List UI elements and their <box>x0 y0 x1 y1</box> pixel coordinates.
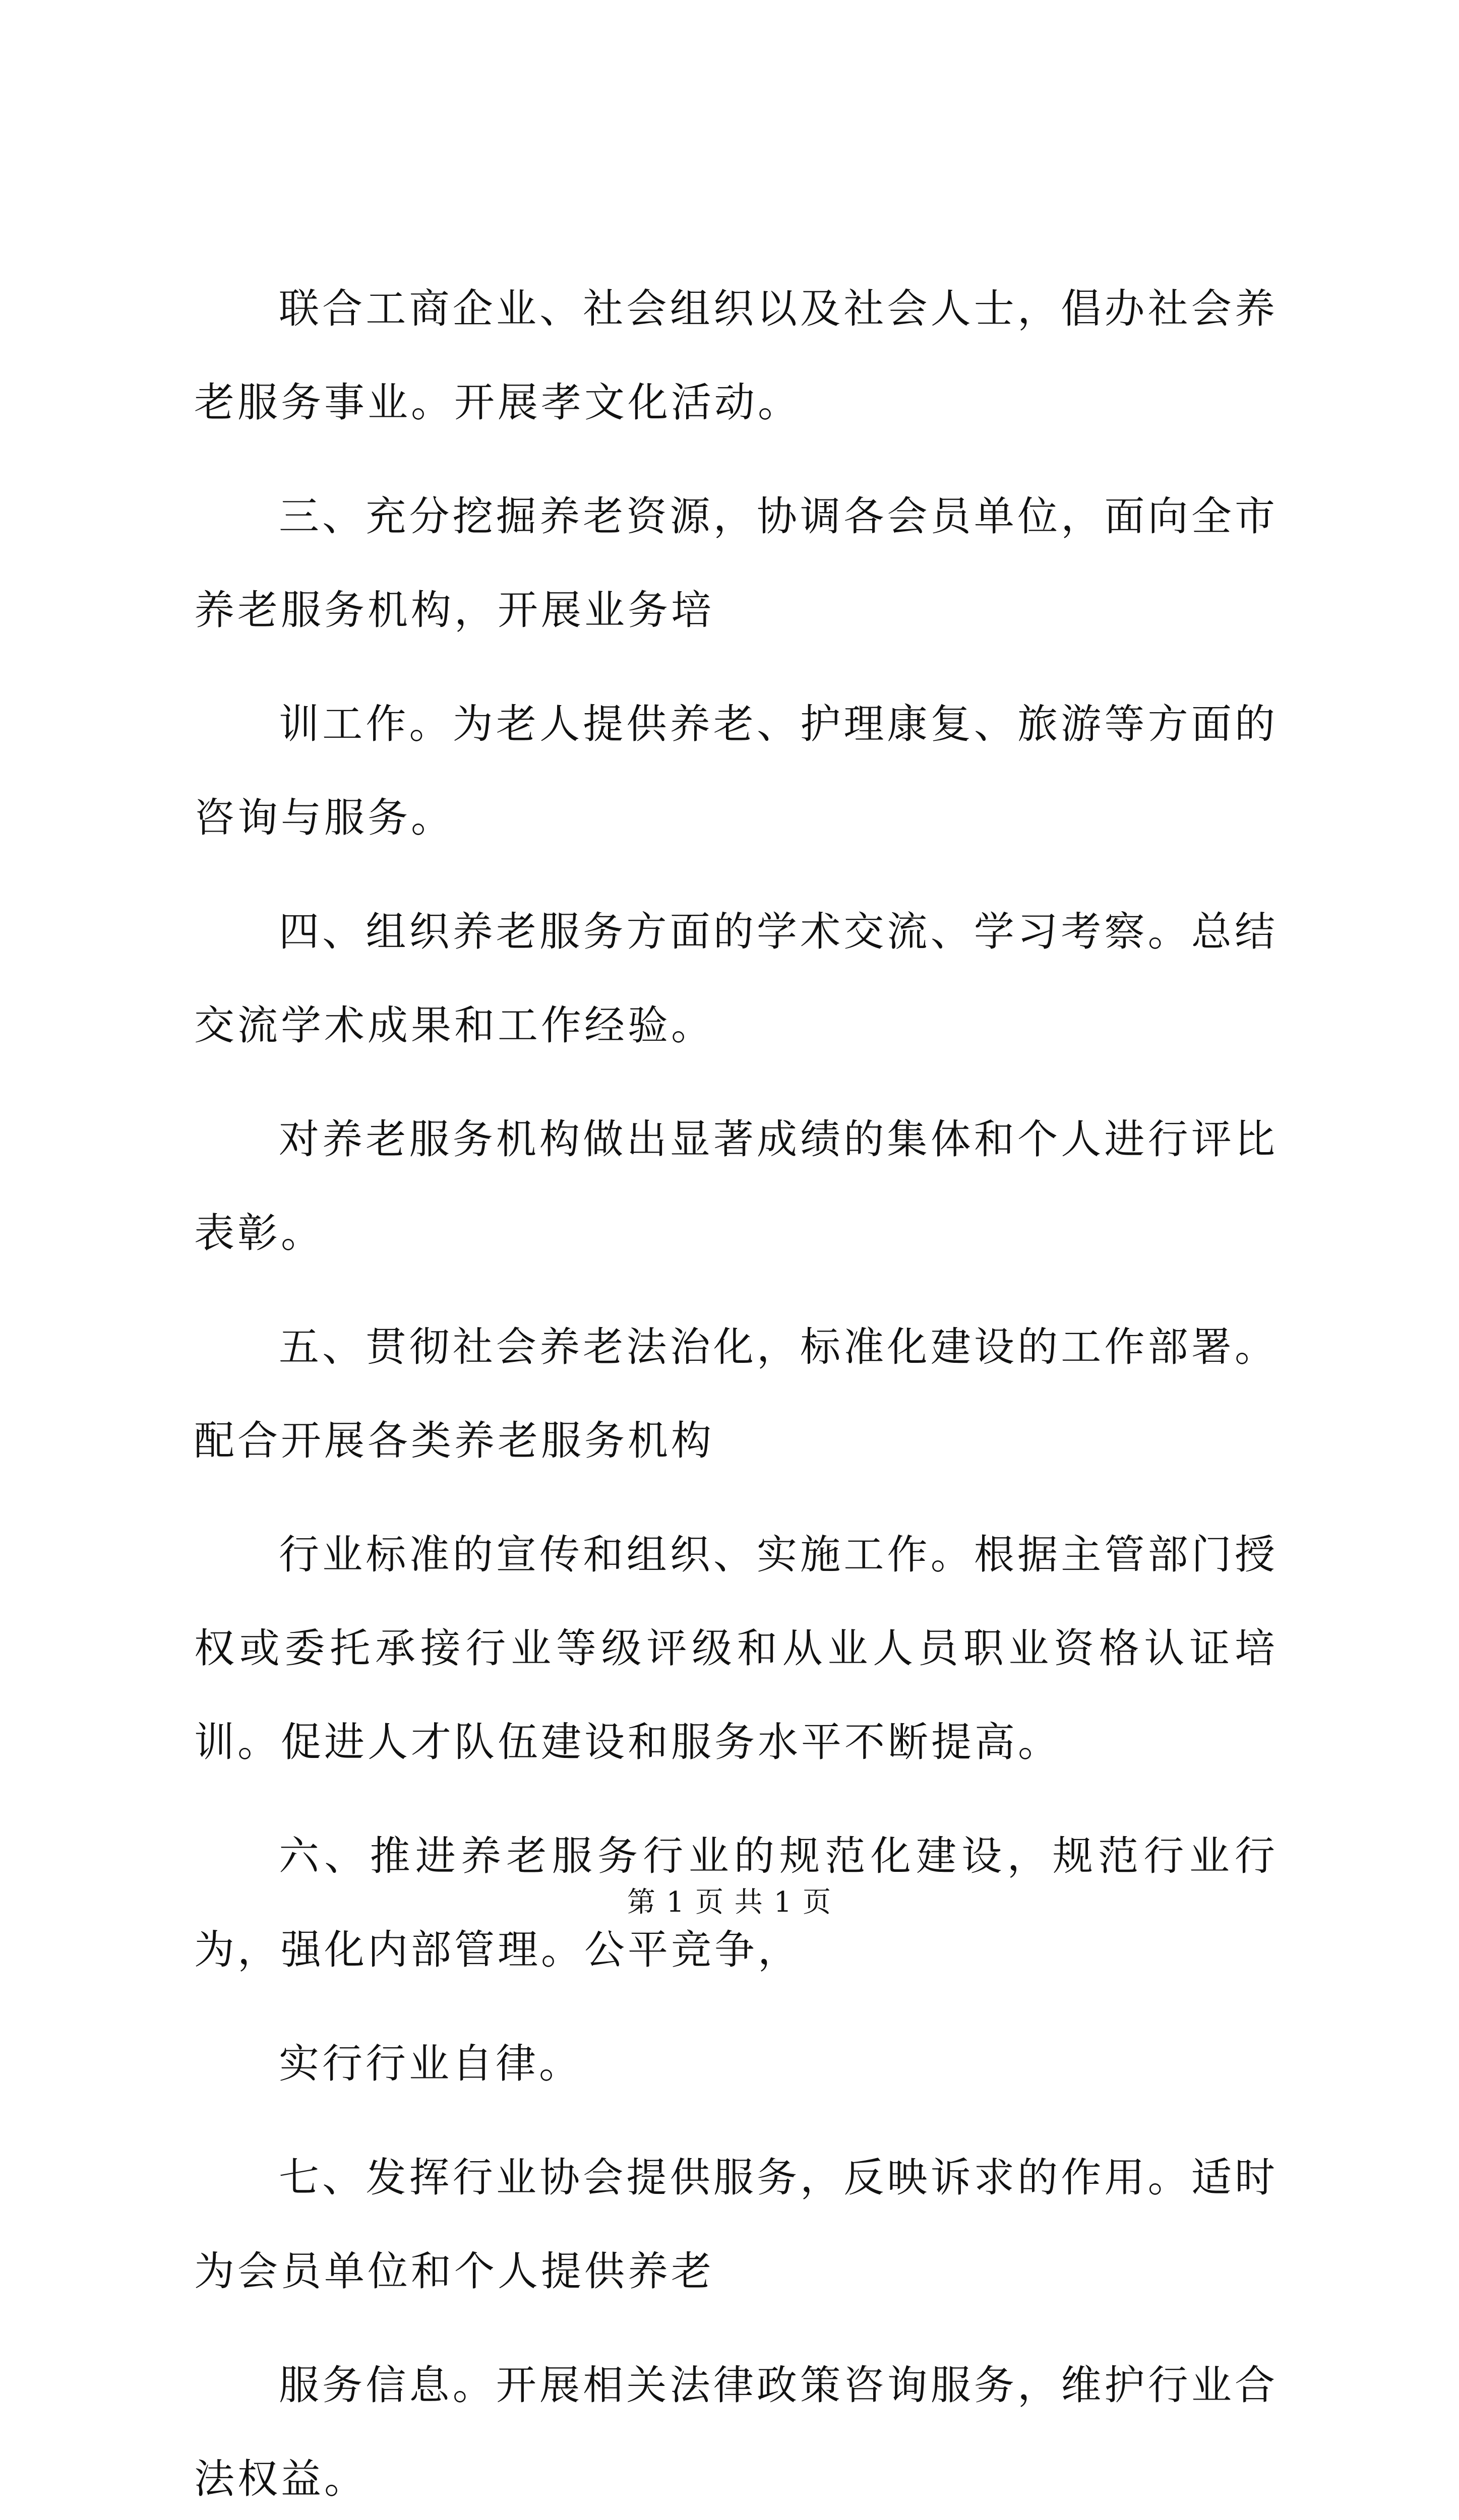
paragraph-2: 三、充分挖掘养老资源，协调各会员单位，面向全市养老服务机构，开展业务培 <box>194 493 1278 634</box>
paragraph-6: 五、贯彻社会养老法治化，标准化建设的工作部署。配合开展各类养老服务机构 <box>194 1324 1278 1464</box>
paragraph-10: 七、发挥行业协会提供服务，反映诉求的作用。适时为会员单位和个人提供养老 <box>194 2154 1278 2295</box>
paragraph-8: 六、推进养老服务行业的规范化建设，规范行业行为，强化内部管理。公平竞争， <box>194 1833 1278 1973</box>
paragraph-1: 联合工商企业、社会组织以及社会人士，倡办社会养老服务事业。开展孝文化活动。 <box>194 285 1278 426</box>
paragraph-3: 训工作。为老人提供养老、护理康复、旅游等方面的咨询与服务。 <box>194 701 1278 841</box>
paragraph-5: 对养老服务机构做出显著成绩的集体和个人进行评比表彰。 <box>194 1116 1278 1256</box>
paragraph-4: 四、组织养老服务方面的学术交流、学习考察。总结交流学术成果和工作经验。 <box>194 908 1278 1049</box>
document-body <box>194 262 1278 2520</box>
page-footer <box>0 1882 1459 1923</box>
paragraph-9: 实行行业自律。 <box>279 2040 582 2087</box>
paragraph-11: 服务信息。开展相关法律政策咨询服务，维护行业合法权益。 <box>194 2362 1278 2502</box>
paragraph-7: 行业标准的宣传和组织、实施工作。根据主管部门授权或委托承接行业等级评级和从业人员职业资格认证培训。促进人才队伍建设和服务水平不断提高。 <box>194 1531 1278 1766</box>
page-number-label: 第 1 页 共 1 页 <box>627 1886 832 1919</box>
